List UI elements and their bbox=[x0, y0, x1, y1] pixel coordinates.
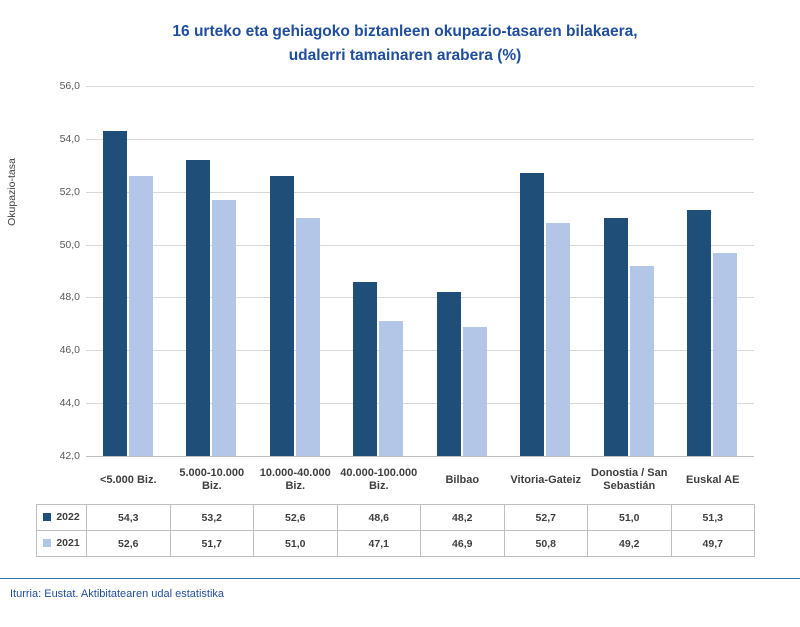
chart-title bbox=[60, 20, 750, 68]
category-label: 5.000-10.000 Biz. bbox=[170, 456, 254, 505]
category-label: <5.000 Biz. bbox=[87, 456, 171, 505]
legend-swatch-icon bbox=[43, 539, 51, 547]
data-cell: 52,6 bbox=[254, 505, 338, 531]
data-cell: 48,6 bbox=[337, 505, 421, 531]
category-label: 40.000-100.000 Biz. bbox=[337, 456, 421, 505]
bars-layer bbox=[86, 86, 754, 456]
data-cell: 51,7 bbox=[170, 531, 254, 557]
data-cell: 47,1 bbox=[337, 531, 421, 557]
bar-2022-0 bbox=[103, 131, 127, 456]
category-label-row bbox=[37, 456, 755, 505]
y-axis-tick-label: 48,0 bbox=[59, 291, 80, 304]
legend-item-2021[interactable] bbox=[37, 531, 87, 557]
data-table bbox=[36, 456, 754, 557]
data-cell: 51,3 bbox=[671, 505, 755, 531]
bar-2021-2 bbox=[296, 218, 320, 456]
data-cell: 48,2 bbox=[421, 505, 505, 531]
category-label: Vitoria-Gateiz bbox=[504, 456, 588, 505]
plot-area bbox=[0, 80, 800, 476]
bar-2022-7 bbox=[687, 210, 711, 456]
legend-item-2022[interactable] bbox=[37, 505, 87, 531]
y-axis-title: Okupazio-tasa bbox=[6, 158, 18, 226]
bar-2022-3 bbox=[353, 282, 377, 456]
category-label: Bilbao bbox=[421, 456, 505, 505]
bar-2021-6 bbox=[630, 266, 654, 456]
table-corner-cell bbox=[37, 456, 87, 505]
category-label: Donostia / San Sebastián bbox=[588, 456, 672, 505]
y-axis-tick-labels bbox=[36, 80, 80, 462]
data-cell: 51,0 bbox=[254, 531, 338, 557]
legend-swatch-icon bbox=[43, 513, 51, 521]
bar-2022-6 bbox=[604, 218, 628, 456]
bar-2021-0 bbox=[129, 176, 153, 456]
y-axis-tick-label: 50,0 bbox=[59, 238, 80, 251]
y-axis-tick-label: 46,0 bbox=[59, 344, 80, 357]
legend-label: 2021 bbox=[56, 537, 80, 550]
y-axis-tick-label: 54,0 bbox=[59, 132, 80, 145]
y-axis-tick-label: 52,0 bbox=[59, 185, 80, 198]
chart-title-line-1: 16 urteko eta gehiagoko biztanleen okupazio-tasaren bilakaera, bbox=[172, 23, 638, 40]
category-label: Euskal AE bbox=[671, 456, 755, 505]
bar-2022-2 bbox=[270, 176, 294, 456]
bar-2021-3 bbox=[379, 321, 403, 456]
category-label: 10.000-40.000 Biz. bbox=[254, 456, 338, 505]
data-cell: 49,2 bbox=[588, 531, 672, 557]
bar-2022-4 bbox=[437, 292, 461, 456]
series-row-2022 bbox=[37, 505, 755, 531]
y-axis-tick-label: 56,0 bbox=[59, 80, 80, 92]
bar-2021-1 bbox=[212, 200, 236, 456]
data-cell: 50,8 bbox=[504, 531, 588, 557]
bar-2021-7 bbox=[713, 253, 737, 457]
y-axis-tick-label: 44,0 bbox=[59, 397, 80, 410]
bar-2021-4 bbox=[463, 327, 487, 457]
gridlines bbox=[86, 86, 754, 456]
data-cell: 51,0 bbox=[588, 505, 672, 531]
source-divider bbox=[0, 578, 800, 579]
data-cell: 52,7 bbox=[504, 505, 588, 531]
y-axis-tick-label: 42,0 bbox=[59, 450, 80, 462]
bar-2021-5 bbox=[546, 223, 570, 456]
legend-label: 2022 bbox=[56, 511, 80, 524]
chart-title-line-2: udalerri tamainaren arabera (%) bbox=[288, 47, 522, 64]
data-cell: 52,6 bbox=[87, 531, 171, 557]
bar-2022-1 bbox=[186, 160, 210, 456]
data-cell: 49,7 bbox=[671, 531, 755, 557]
data-cell: 53,2 bbox=[170, 505, 254, 531]
data-cell: 46,9 bbox=[421, 531, 505, 557]
data-cell: 54,3 bbox=[87, 505, 171, 531]
source-note: Iturria: Eustat. Aktibitatearen udal estatistika bbox=[10, 588, 225, 600]
bar-2022-5 bbox=[520, 173, 544, 456]
series-row-2021 bbox=[37, 531, 755, 557]
